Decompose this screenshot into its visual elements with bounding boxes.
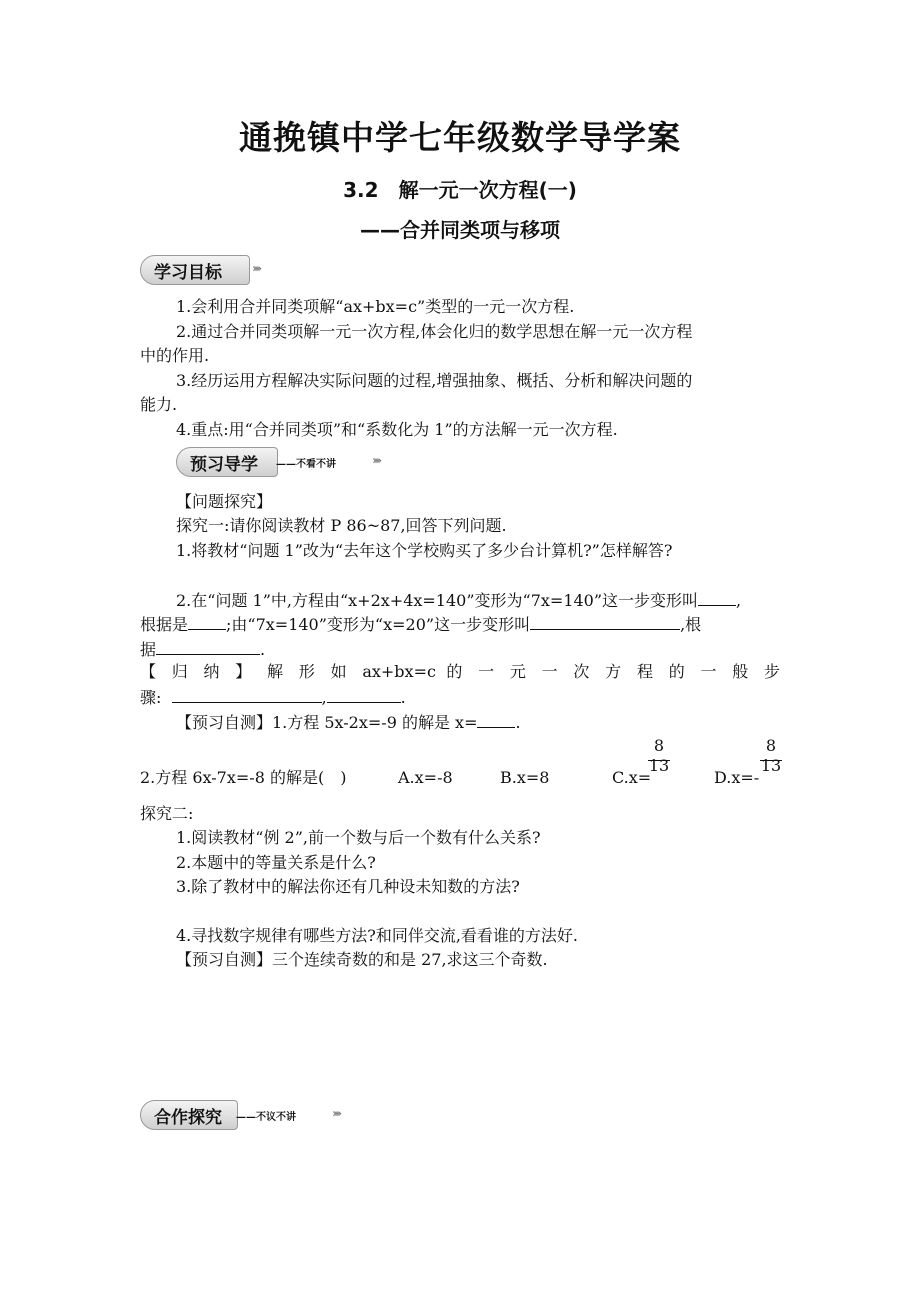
coop-badge-tail-text: 不议不讲 — [256, 1112, 296, 1123]
answer-blank[interactable] — [172, 684, 322, 703]
answer-blank[interactable] — [477, 709, 515, 728]
goal-3-line-1: 3.经历运用方程解决实际问题的过程,增强抽象、概括、分析和解决问题的 — [176, 371, 693, 390]
coop-section-badge — [140, 1100, 360, 1130]
chevron-arrows-icon: ››››› — [252, 262, 259, 275]
preview-section-badge — [176, 447, 406, 477]
summary-line-2 — [140, 684, 406, 710]
question-2-text-g: . — [260, 640, 266, 659]
explore-2-heading: 探究二: — [140, 804, 194, 823]
explore-2-q4: 4.寻找数字规律有哪些方法?和同伴交流,看看谁的方法好. — [176, 926, 579, 945]
goal-3-line-2: 能力. — [140, 395, 178, 414]
preview-badge-tail: ——不看不讲 — [276, 459, 336, 470]
question-2-text-a: 2.在“问题 1”中,方程由“x+2x+4x=140”变形为“7x=140”这一步变形叫 — [176, 591, 699, 610]
goal-2-line-1: 2.通过合并同类项解一元一次方程,体会化归的数学思想在解一元一次方程 — [176, 322, 693, 341]
goals-badge-label: 学习目标 — [154, 263, 222, 283]
explore-2-q2: 2.本题中的等量关系是什么? — [176, 853, 376, 872]
summary-period: . — [400, 688, 406, 707]
explore-1-intro: 探究一:请你阅读教材 P 86~87,回答下列问题. — [176, 516, 507, 535]
preview-badge-tail-text: 不看不讲 — [296, 459, 336, 470]
question-2-text-c: 根据是 — [140, 615, 189, 634]
summary-line-1 — [140, 660, 780, 684]
mc-option-a: A.x=-8 — [398, 768, 453, 787]
question-2-text-d: ;由“7x=140”变形为“x=20”这一步变形叫 — [226, 615, 531, 634]
self-test-2: 【预习自测】三个连续奇数的和是 27,求这三个奇数. — [176, 950, 548, 969]
question-2-text-e: ,根 — [680, 615, 702, 634]
answer-blank[interactable] — [327, 684, 401, 703]
page-title: 通挽镇中学七年级数学导学案 — [239, 118, 681, 157]
fraction-numerator: 8 — [653, 736, 665, 755]
answer-blank[interactable] — [698, 587, 736, 606]
goal-1: 1.会利用合并同类项解“ax+bx=c”类型的一元一次方程. — [176, 297, 575, 316]
problem-heading: 【问题探究】 — [176, 492, 273, 511]
lesson-subtitle: ——合并同类项与移项 — [360, 218, 560, 242]
question-2-line-2 — [140, 611, 701, 637]
mc-option-c: C.x= — [612, 768, 652, 787]
question-2-text-b: , — [736, 591, 742, 610]
self-test-1-period: . — [515, 713, 521, 732]
fraction-denominator: 13 — [760, 756, 782, 775]
coop-badge-tail: ——不议不讲 — [236, 1112, 296, 1123]
explore-2-q3: 3.除了教材中的解法你还有几种设未知数的方法? — [176, 877, 520, 896]
goal-4: 4.重点:用“合并同类项”和“系数化为 1”的方法解一元一次方程. — [176, 420, 618, 439]
lesson-title: 3.2 解一元一次方程(一) — [343, 178, 577, 202]
answer-blank[interactable] — [156, 636, 260, 655]
preview-badge-label: 预习导学 — [190, 455, 258, 475]
mc-question: 2.方程 6x-7x=-8 的解是( ) — [140, 768, 347, 787]
fraction-numerator: 8 — [765, 736, 777, 755]
summary-steps-label: 骤: — [140, 688, 162, 707]
self-test-1 — [176, 709, 521, 735]
summary-comma: , — [321, 688, 327, 707]
mc-option-d: D.x=- — [714, 768, 760, 787]
fraction-denominator: 13 — [648, 756, 670, 775]
answer-blank[interactable] — [188, 611, 226, 630]
mc-option-b: B.x=8 — [500, 768, 550, 787]
goal-2-line-2: 中的作用. — [140, 346, 210, 365]
question-2-line-3 — [140, 636, 265, 662]
question-1: 1.将教材“问题 1”改为“去年这个学校购买了多少台计算机?”怎样解答? — [176, 541, 673, 560]
fraction-c — [648, 736, 670, 782]
coop-badge-label: 合作探究 — [154, 1108, 222, 1128]
chevron-arrows-icon: ››››› — [332, 1107, 339, 1120]
self-test-1-text: 【预习自测】1.方程 5x-2x=-9 的解是 x= — [176, 713, 478, 732]
summary-text: 【 归 纳 】 解 形 如 ax+bx=c 的 一 元 一 次 方 程 的 一 般 步 — [140, 662, 780, 681]
goals-section-badge — [140, 255, 280, 285]
explore-2-q1: 1.阅读教材“例 2”,前一个数与后一个数有什么关系? — [176, 828, 541, 847]
chevron-arrows-icon: ››››› — [372, 454, 379, 467]
answer-blank[interactable] — [530, 611, 680, 630]
fraction-d — [760, 736, 782, 782]
question-2-line-1 — [176, 587, 741, 613]
question-2-text-f: 据 — [140, 640, 157, 659]
